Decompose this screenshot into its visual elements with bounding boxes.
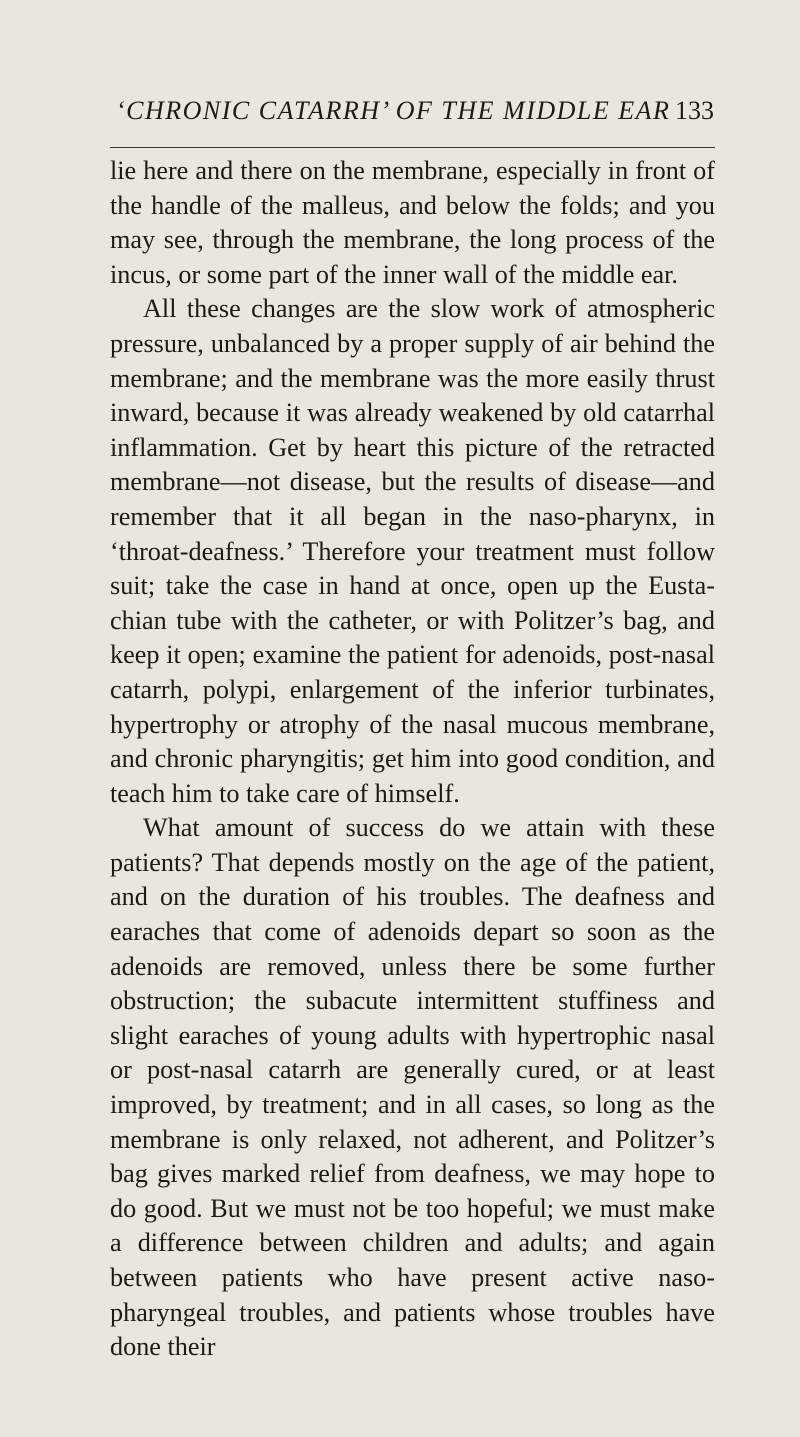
body-text (110, 154, 715, 1365)
running-head-title: ‘CHRONIC CATARRH’ OF THE MIDDLE EAR (116, 96, 671, 125)
running-head (110, 96, 714, 136)
paragraph: What amount of success do we attain with these patients? That depends mostly on the age of the patient, and on the duration of his troubles. The deafness and earaches that come of adenoids depart so soon as the adenoids are removed, unless there be some further obstruction; the subacute intermittent stuffiness and slight earaches of young adults with hypertrophic nasal or post-nasal catarrh are generally cured, or at least improved, by treatment; and in all cases, so long as the membrane is only relaxed, not adherent, and Politzer’s bag gives marked relief from deafness, we may hope to do good. But we must not be too hopeful; we must make a difference between children and adults; and again between patients who have present active naso-pharyngeal troubles, and patients whose troubles have done their (110, 813, 715, 1362)
header-rule (110, 147, 715, 148)
page-number: 133 (675, 96, 714, 125)
paragraph-continued: lie here and there on the membrane, especially in front of the handle of the malleus, and below the folds; and you may see, through the membrane, the long process of the incus, or some part of the inner wall of the middle ear. (110, 156, 715, 289)
paragraph: All these changes are the slow work of atmospheric pressure, unbalanced by a proper supply of air behind the membrane; and the membrane was the more easily thrust inward, because it was already weakened by old catarrhal inflammation. Get by heart this picture of the retracted membrane—not disease, but the results of disease—and remember that it all began in the naso-pharynx, in ‘throat-deafness.’ Therefore your treatment must follow suit; take the case in hand at once, open up the Eustachian tube with the catheter, or with Politzer’s bag, and keep it open; examine the patient for adenoids, post-nasal catarrh, polypi, enlargement of the inferior turbinates, hypertrophy or atrophy of the nasal mucous membrane, and chronic pharyngitis; get him into good condition, and teach him to take care of himself. (110, 294, 715, 808)
